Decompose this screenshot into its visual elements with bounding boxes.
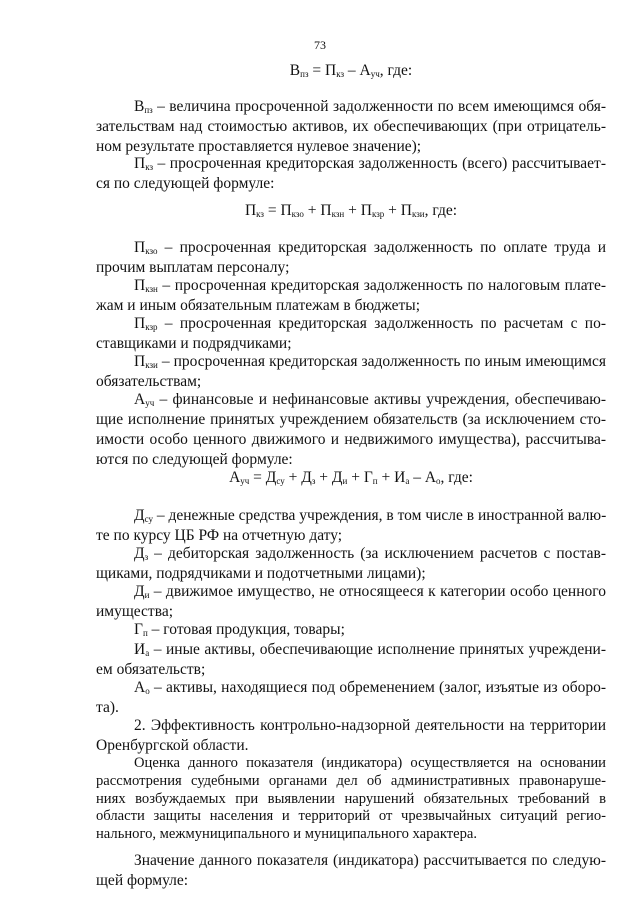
definition-pkzi: $П_{кзи}$ – просроченная кредиторская задолженность по иным имеющимся обязательствам; bbox=[96, 353, 606, 390]
formula-auch: $А_{уч} = Д_{су} + Д_з + Д_и + Г_п + И_а - А_о$, где: bbox=[229, 469, 473, 486]
definition-pkzr: $П_{кзр}$ – просроченная кредиторская задолженность по расчетам с по- ставщиками и подрядчиками; bbox=[96, 315, 606, 352]
definition-pkzo: $П_{кзо}$ – просроченная кредиторская задолженность по оплате труда и прочим выплатам персоналу; bbox=[96, 239, 606, 276]
definition-dsu: $Д_{су}$ – денежные средства учреждения, в том числе в иностранной валю- те по курсу ЦБ РФ на отчетную дату; bbox=[96, 507, 607, 544]
definition-gp: $Г_п$ – готовая продукция, товары; bbox=[134, 621, 345, 638]
formula-pkz: $П_{кз} = П_{кзо} + П_{кзн} + П_{кзр} + П_{кзи}$, где: bbox=[244, 202, 458, 219]
definition-di: $Д_и$ – движимое имущество, не относящееся к категории особо ценного имущества; bbox=[96, 583, 606, 620]
definition-vpz: $В_{пз}$ – величина просроченной задолженности по всем имеющимся обя- зательствам над стоимостью активов, их обеспечивающих (при отрицатель- ном результате проставляется нулевое значение); bbox=[96, 98, 606, 155]
definition-ia: $И_а$ – иные активы, обеспечивающие исполнение принятых учреждени- ем обязательств; bbox=[96, 641, 606, 678]
definition-ao: $А_о$ – активы, находящиеся под обременением (залог, изъятые из оборо- та). bbox=[96, 679, 606, 716]
section-2-heading: 2. Эффективность контрольно-надзорной деятельности на территории Оренбургской области. bbox=[96, 717, 606, 754]
definition-auch: $А_{уч}$ – финансовые и нефинансовые активы учреждения, обеспечиваю- щие исполнение принятых учреждением обязательств (за исключением сто- имости особо ценного движимого и недвижимого имущества), рассчитыва- ются по следующей формуле: bbox=[96, 391, 606, 468]
definition-pkz: $П_{кз}$ – просроченная кредиторская задолженность (всего) рассчитывает- ся по следующей формуле: bbox=[96, 155, 606, 192]
definition-pkzn: $П_{кзн}$ – просроченная кредиторская задолженность по налоговым плате- жам и иным обязательным платежам в бюджеты; bbox=[96, 277, 606, 314]
paragraph-calculation: Значение данного показателя (индикатора) рассчитывается по следую- щей формуле: bbox=[96, 852, 606, 889]
definition-dz: $Д_з$ – дебиторская задолженность (за исключением расчетов с постав- щиками, подрядчиками и подотчетными лицами); bbox=[96, 545, 606, 582]
page-number: 73 bbox=[314, 38, 326, 52]
paragraph-assessment: Оценка данного показателя (индикатора) осуществляется на основании рассмотрения судебными органами дел об административных правонаруше- ниях возбуждаемых при выявлении нарушений обязательных требований в области защиты населения и территорий от чрезвычайных ситуаций регио- нального, межмуниципального и муниципального характера. bbox=[96, 755, 606, 843]
formula-vpz: $В_{пз} = П_{кз} - А_{уч}$, где: bbox=[289, 62, 413, 79]
